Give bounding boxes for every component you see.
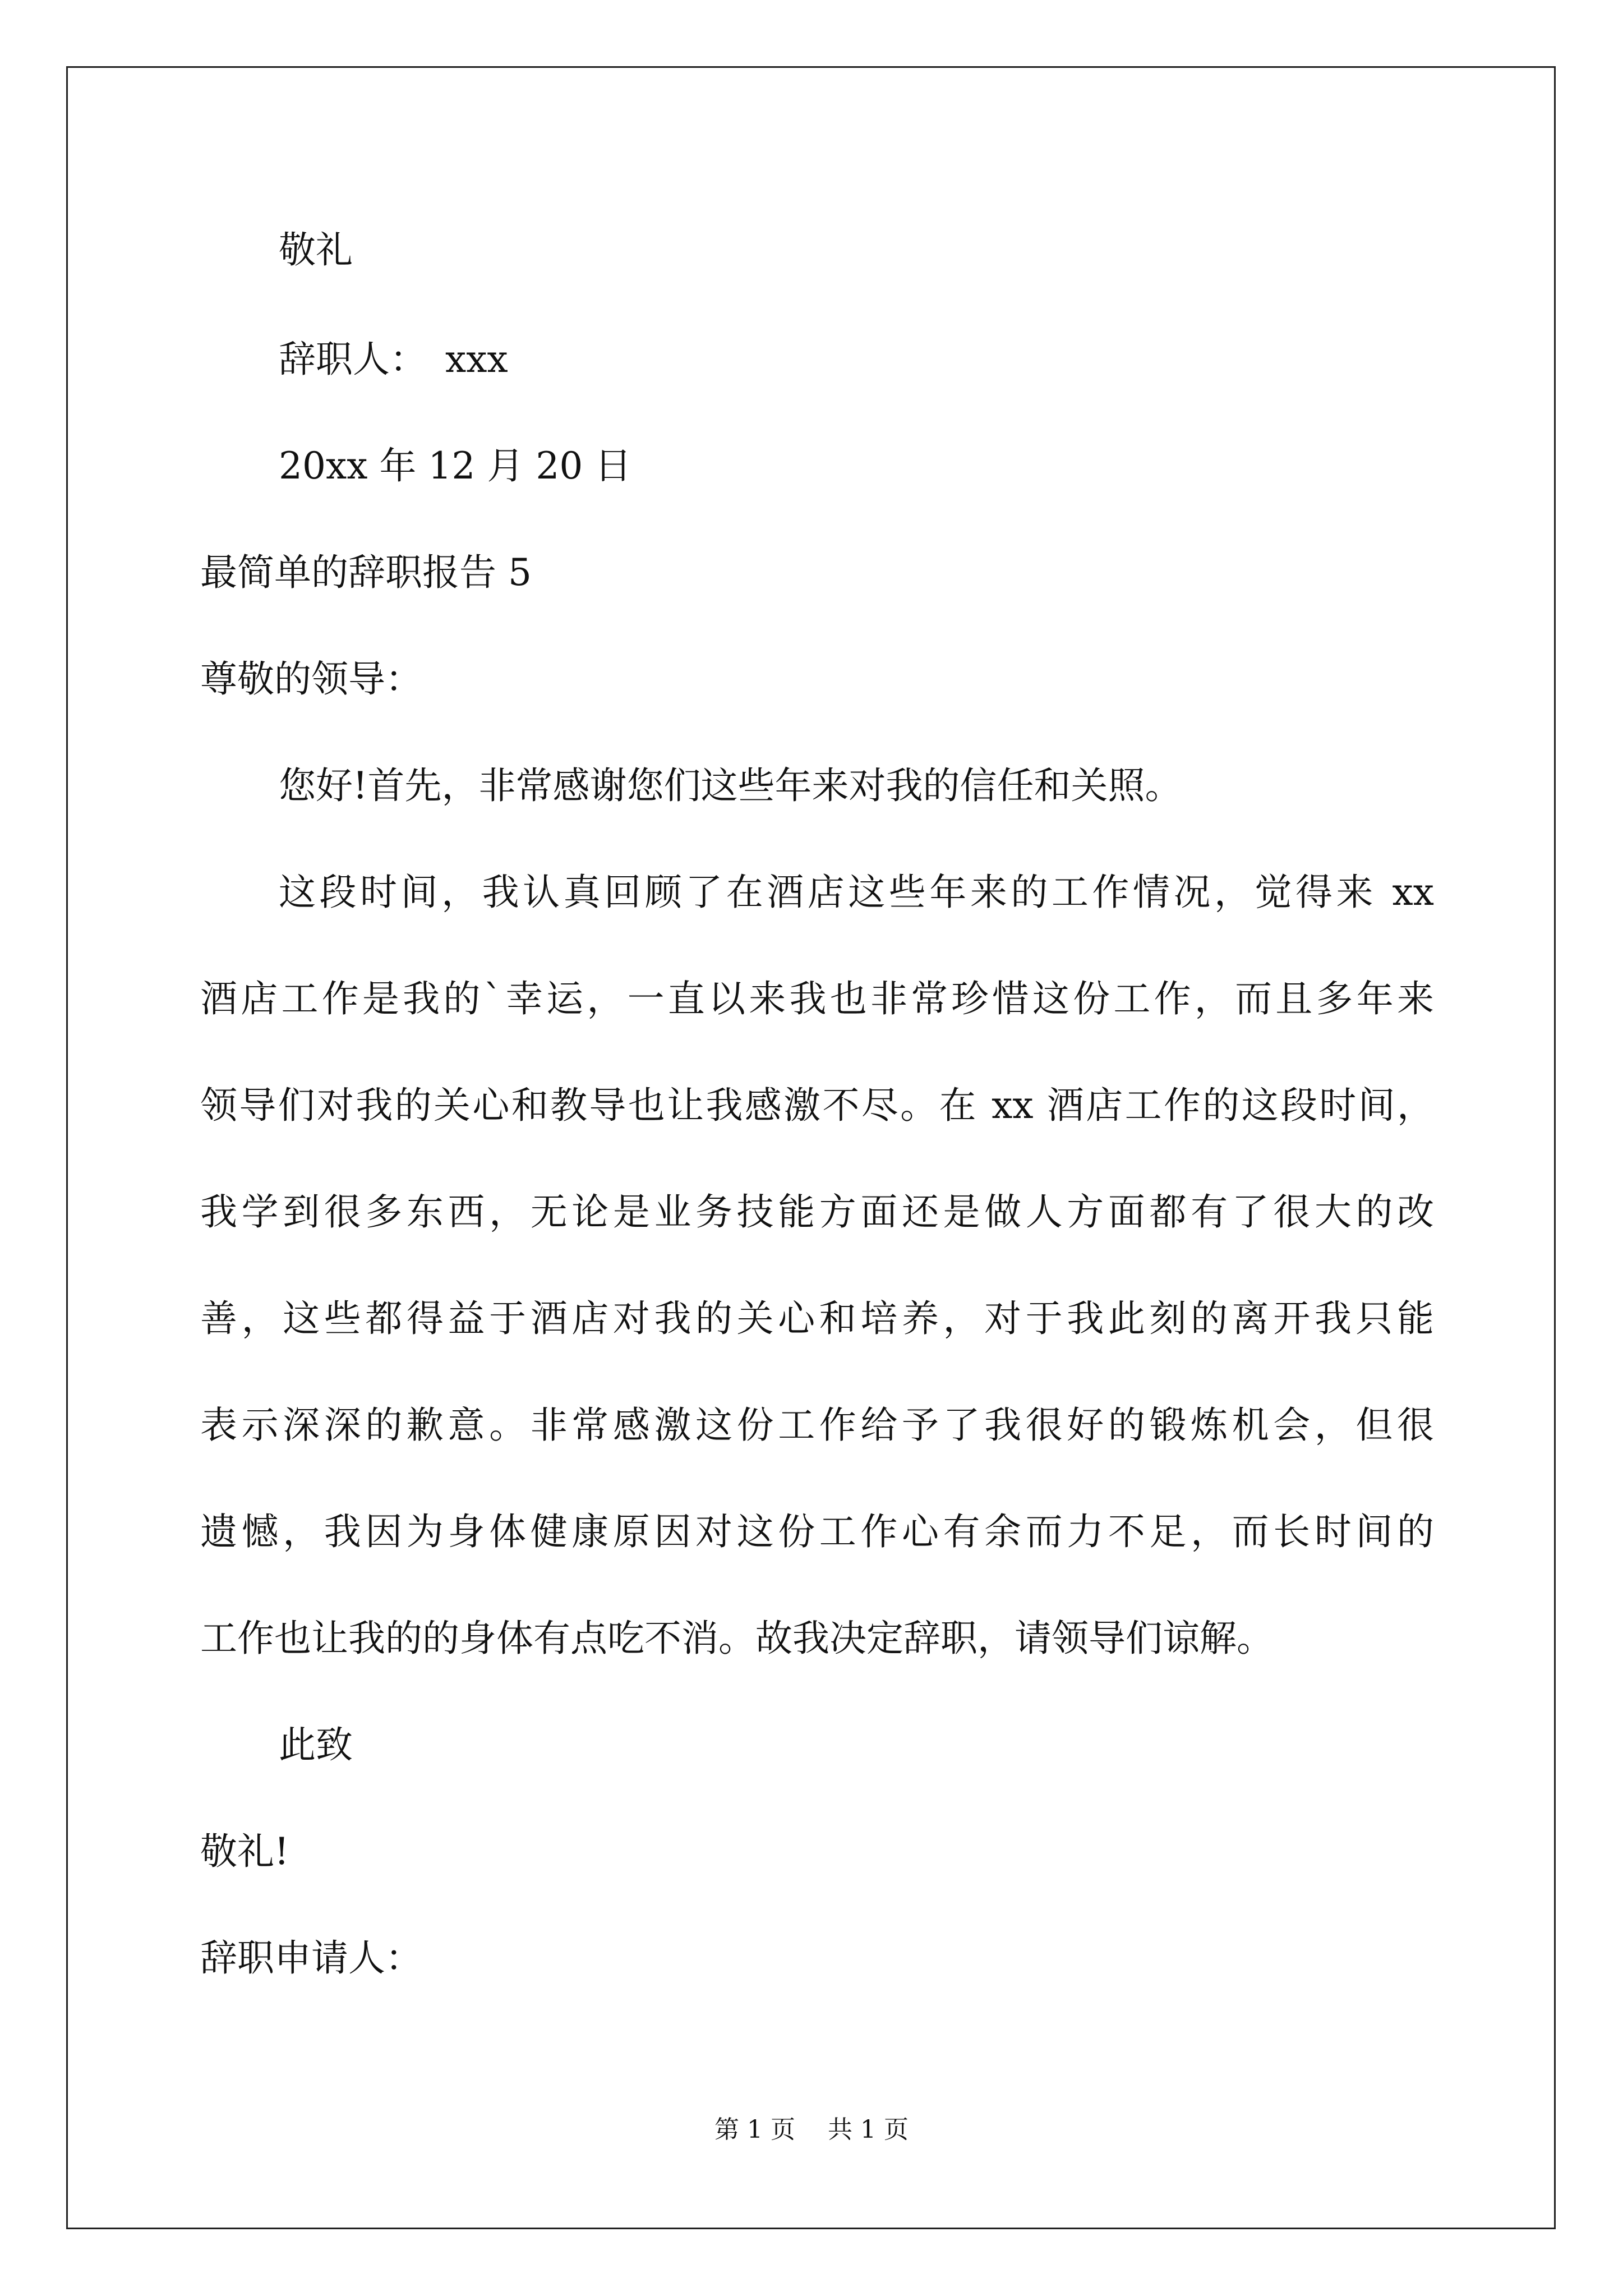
body-paragraph-2-line-7: 遗憾，我因为身体健康原因对这份工作心有余而力不足，而长时间的 — [200, 1510, 1434, 1553]
body-paragraph-1: 您好!首先，非常感谢您们这些年来对我的信任和关照。 — [279, 764, 1182, 807]
page-footer: 第 1 页 共 1 页 — [714, 2115, 909, 2144]
body-paragraph-2-line-1: 这段时间，我认真回顾了在酒店这些年来的工作情况，觉得来 xx — [279, 871, 1434, 914]
date-line: 20xx 年 12 月 20 日 — [279, 444, 632, 487]
resigner-line: 辞职人： xxx — [279, 338, 508, 381]
body-paragraph-2-line-8: 工作也让我的的身体有点吃不消。故我决定辞职，请领导们谅解。 — [200, 1617, 1274, 1660]
closing-salutation-2: 敬礼! — [200, 1830, 289, 1873]
body-paragraph-2-line-6: 表示深深的歉意。非常感激这份工作给予了我很好的锻炼机会，但很 — [200, 1404, 1434, 1447]
body-paragraph-2-line-5: 善，这些都得益于酒店对我的关心和培养，对于我此刻的离开我只能 — [200, 1297, 1434, 1340]
section-title: 最简单的辞职报告 5 — [200, 551, 532, 594]
applicant-line: 辞职申请人： — [200, 1936, 422, 1980]
body-paragraph-2-line-3: 领导们对我的关心和教导也让我感激不尽。在 xx 酒店工作的这段时间， — [200, 1084, 1434, 1127]
body-paragraph-2-line-2: 酒店工作是我的`幸运，一直以来我也非常珍惜这份工作，而且多年来 — [200, 977, 1434, 1020]
greeting: 尊敬的领导： — [200, 657, 422, 701]
closing-phrase: 此致 — [279, 1723, 353, 1766]
body-paragraph-2-line-4: 我学到很多东西，无论是业务技能方面还是做人方面都有了很大的改 — [200, 1190, 1434, 1234]
closing-salutation-1: 敬礼 — [279, 228, 353, 272]
page-border — [66, 66, 1556, 2229]
